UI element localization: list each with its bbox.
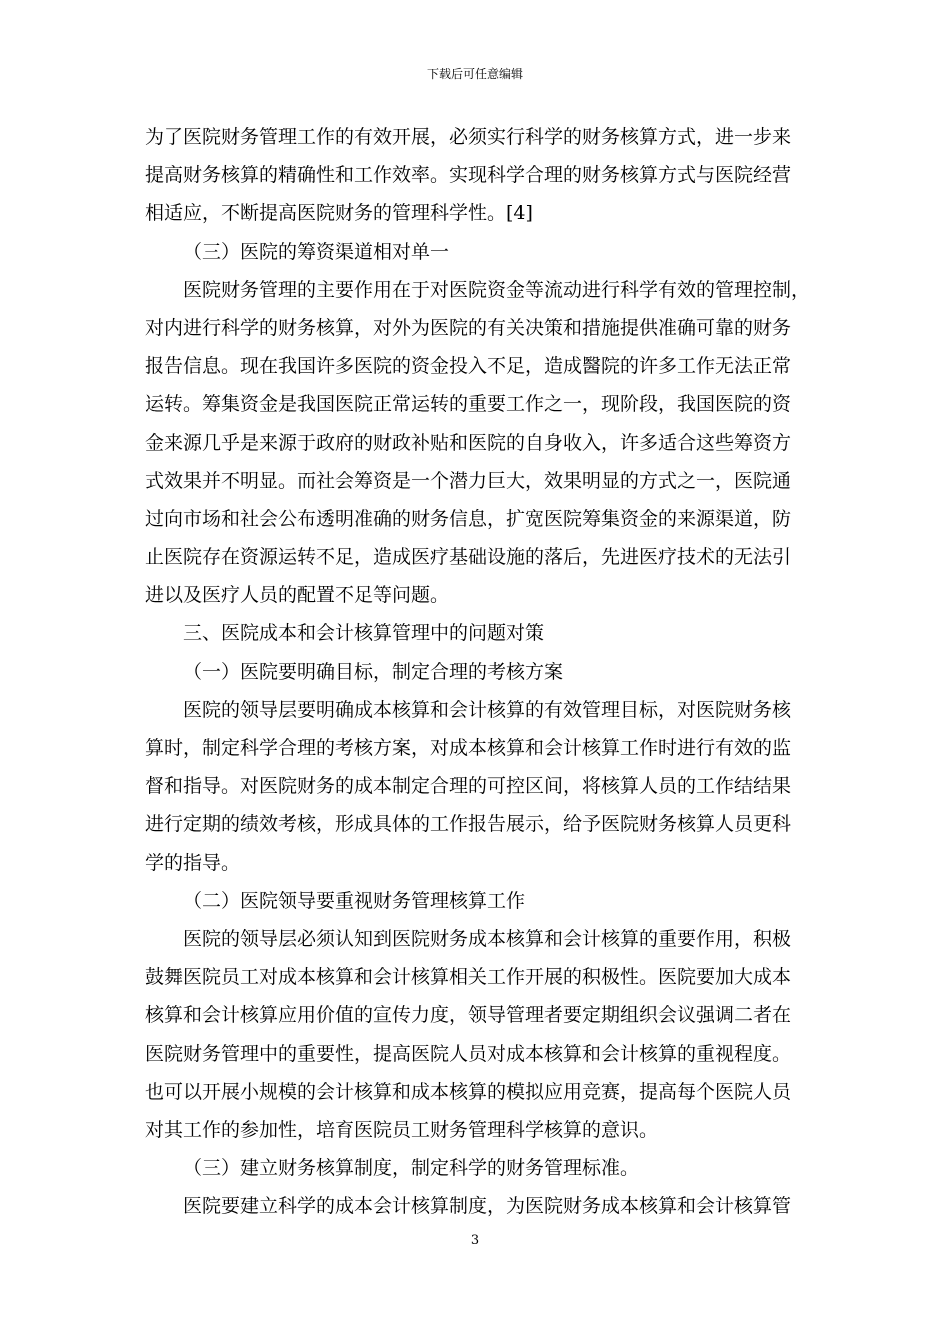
text-line: （一）医院要明确目标，制定合理的考核方案: [183, 660, 564, 683]
text-line: 督和指导。对医院财务的成本制定合理的可控区间，将核算人员的工作结结果: [145, 775, 792, 798]
text-line: 对其工作的参加性，培育医院员工财务管理科学核算的意识。: [145, 1118, 659, 1141]
text-line: 核算和会计核算应用价值的宣传力度，领导管理者要定期组织会议强调二者在: [145, 1004, 792, 1027]
text-line: 提高财务核算的精确性和工作效率。实现科学合理的财务核算方式与医院经营: [145, 164, 792, 187]
text-line: 学的指导。: [145, 851, 241, 874]
text-line: （二）医院领导要重视财务管理核算工作: [183, 889, 526, 912]
document-body: [145, 118, 810, 1225]
text-line: 医院财务管理的主要作用在于对医院资金等流动进行科学有效的管理控制，: [183, 278, 811, 301]
text-line: 医院的领导层必须认知到医院财务成本核算和会计核算的重要作用，积极: [183, 927, 792, 950]
text-line: 报告信息。现在我国许多医院的资金投入不足，造成醫院的许多工作无法正常: [145, 355, 792, 378]
text-line: 进行定期的绩效考核，形成具体的工作报告展示，给予医院财务核算人员更科: [145, 813, 792, 836]
text-line: 三、医院成本和会计核算管理中的问题对策: [183, 622, 545, 645]
text-line: 医院的领导层要明确成本核算和会计核算的有效管理目标，对医院财务核: [183, 698, 792, 721]
text-line: 医院要建立科学的成本会计核算制度，为医院财务成本核算和会计核算管: [183, 1195, 792, 1218]
text-line: 算时，制定科学合理的考核方案，对成本核算和会计核算工作时进行有效的监: [145, 737, 792, 759]
text-line: 过向市场和社会公布透明准确的财务信息，扩宽医院筹集资金的来源渠道，防: [145, 507, 792, 530]
text-line: （三）医院的筹资渠道相对单一: [183, 240, 450, 263]
text-line: 运转。筹集资金是我国医院正常运转的重要工作之一，现阶段，我国医院的资: [145, 393, 792, 416]
text-line: 也可以开展小规模的会计核算和成本核算的模拟应用竞赛，提高每个医院人员: [145, 1080, 792, 1103]
text-line: 对内进行科学的财务核算，对外为医院的有关决策和措施提供准确可靠的财务: [145, 316, 792, 339]
text-line: （三）建立财务核算制度，制定科学的财务管理标准。: [183, 1157, 640, 1180]
text-line: 为了医院财务管理工作的有效开展，必须实行科学的财务核算方式，进一步来: [145, 126, 792, 148]
text-line: 止医院存在资源运转不足，造成医疗基础设施的落后，先进医疗技术的无法引: [145, 546, 792, 569]
page-header: 下载后可任意编辑: [426, 67, 523, 81]
text-line: 进以及医疗人员的配置不足等问题。: [145, 584, 450, 607]
text-line: 相适应，不断提高医院财务的管理科学性。[4]: [145, 202, 533, 225]
page-number: 3: [470, 1233, 480, 1248]
text-line: 医院财务管理中的重要性，提高医院人员对成本核算和会计核算的重视程度。: [145, 1042, 792, 1065]
text-line: 金来源几乎是来源于政府的财政补贴和医院的自身收入，许多适合这些筹资方: [145, 431, 792, 454]
text-line: 鼓舞医院员工对成本核算和会计核算相关工作开展的积极性。医院要加大成本: [145, 966, 792, 989]
text-line: 式效果并不明显。而社会筹资是一个潜力巨大，效果明显的方式之一，医院通: [145, 469, 792, 492]
